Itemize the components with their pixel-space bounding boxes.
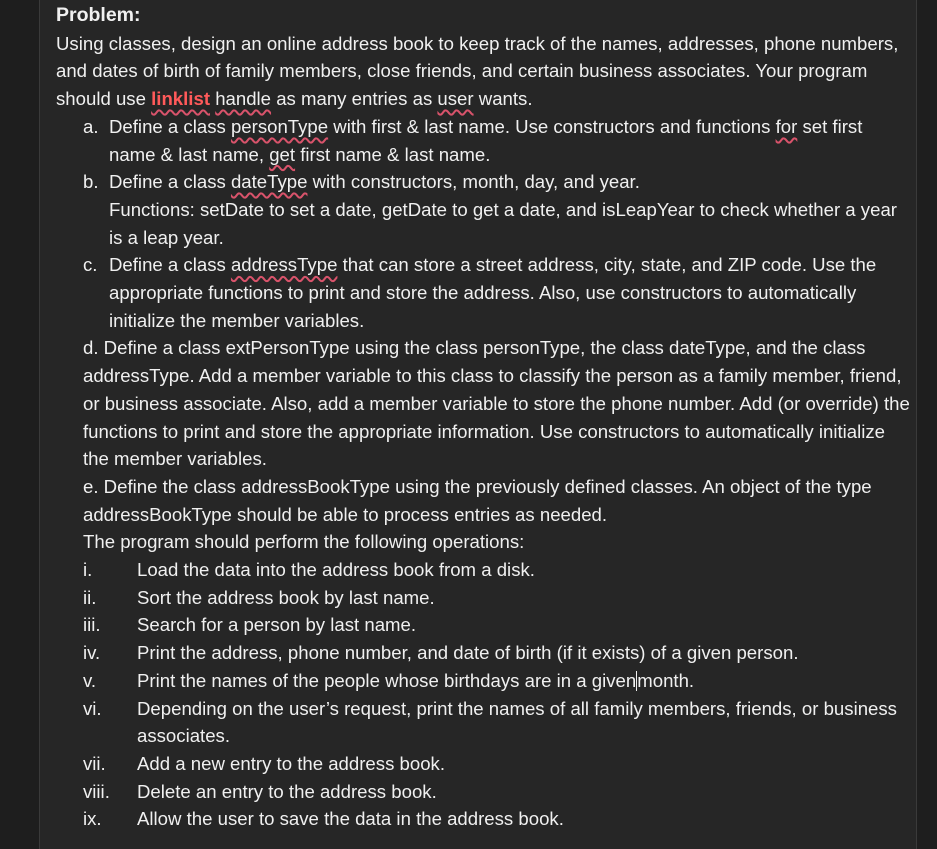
list-marker: c. [83, 254, 98, 276]
user-word: user [437, 88, 474, 110]
list-item: vii. Add a new entry to the address book. [56, 750, 911, 778]
list-item: i. Load the data into the address book from a disk. [56, 556, 911, 584]
list-item-e: e. Define the class addressBookType using the previously defined classes. An object of the type addressBookType should be able to process entries as needed. [83, 475, 872, 525]
list-marker: iii. [83, 614, 101, 636]
problem-heading: Problem: [56, 4, 141, 26]
list-marker: iv. [83, 642, 101, 664]
linklist-word: linklist [151, 88, 211, 110]
list-item: vi. Depending on the user’s request, print the names of all family members, friends, or business associates. [56, 695, 911, 750]
list-marker: viii. [83, 780, 110, 802]
list-marker: ix. [83, 808, 102, 830]
functions-line: Functions: setDate to set a date, getDate to get a date, and isLeapYear to check whether a year is a leap year. [109, 198, 897, 248]
operations-list [56, 556, 911, 833]
list-marker: a. [83, 115, 99, 137]
intro-paragraph: Using classes, design an online address book to keep track of the names, addresses, phone numbers, and dates of birth of family members, close friends, and certain business associates. Your program should use linklist handle as many entries as user wants. [56, 32, 899, 110]
list-marker: i. [83, 559, 93, 581]
list-marker: vi. [83, 697, 102, 719]
list-marker: ii. [83, 586, 97, 608]
operations-intro: The program should perform the following operations: [83, 531, 525, 553]
handle-word: handle [215, 88, 272, 110]
list-item-d: d. Define a class extPersonType using the class personType, the class dateType, and the class addressType. Add a member variable to this class to classify the person as a family member, friend, or business associate. Also, add a member variable to store the phone number. Add (or override) the functions to print and store the appropriate information. Use constructors to automatically initialize the member variables. [83, 337, 910, 470]
persontype-word: personType [230, 115, 329, 137]
for-word: for [775, 115, 798, 137]
list-item: ii. Sort the address book by last name. [56, 584, 911, 612]
list-marker: b. [83, 171, 99, 193]
document-page [39, 0, 917, 849]
addresstype-word: addressType [230, 254, 338, 276]
list-item-c: c. Define a class addressType that can store a street address, city, state, and ZIP code. Use the appropriate functions to print and store the address. Also, use constructors to automatically initialize the member variables. [56, 251, 911, 334]
list-item-a: a. Define a class personType with first & last name. Use constructors and functions for set first name & last name, get first name & last name. [56, 113, 911, 168]
list-item: ix. Allow the user to save the data in the address book. [56, 805, 911, 833]
list-item: iii. Search for a person by last name. [56, 611, 911, 639]
list-item: v. Print the names of the people whose birthdays are in a givenmonth. [56, 667, 911, 695]
list-item: iv. Print the address, phone number, and date of birth (if it exists) of a given person. [56, 639, 911, 667]
list-item-b: b. Define a class dateType with constructors, month, day, and year. Functions: setDate to set a date, getDate to get a date, and isLeapYear to check whether a year is a leap year. [56, 168, 911, 251]
datetype-word: dateType [230, 171, 308, 193]
list-marker: vii. [83, 752, 106, 774]
list-item: viii. Delete an entry to the address book. [56, 778, 911, 806]
list-marker: v. [83, 669, 97, 691]
document-body[interactable] [56, 2, 911, 833]
get-word: get [269, 143, 296, 165]
